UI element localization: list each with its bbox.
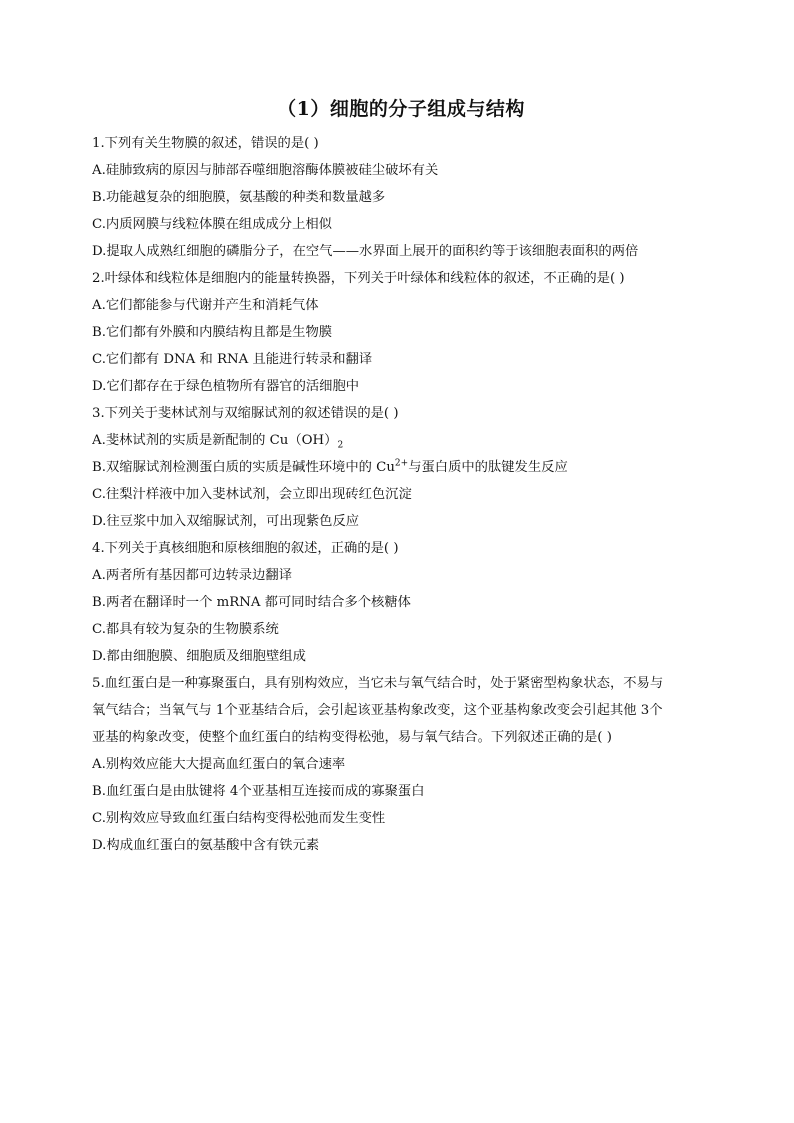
- question-2-option-d: D.它们都存在于绿色植物所有器官的活细胞中: [92, 379, 360, 394]
- question-3-option-a: [92, 427, 710, 454]
- question-3-option-b: [92, 454, 710, 481]
- question-1-option-a: A.硅肺致病的原因与肺部吞噬细胞溶酶体膜被硅尘破坏有关: [92, 163, 439, 178]
- question-1-option-b: B.功能越复杂的细胞膜，氨基酸的种类和数量越多: [92, 190, 386, 205]
- subscript-2: 2: [337, 440, 344, 451]
- question-3-option-a-text: A.斐林试剂的实质是新配制的 Cu（OH）: [92, 433, 338, 448]
- question-4-option-c: C.都具有较为复杂的生物膜系统: [92, 622, 279, 637]
- question-3-option-b-text: B.双缩脲试剂检测蛋白质的实质是碱性环境中的 Cu: [92, 460, 395, 475]
- question-2-option-c: C.它们都有 DNA 和 RNA 且能进行转录和翻译: [92, 352, 373, 367]
- question-3-option-d: D.往豆浆中加入双缩脲试剂，可出现紫色反应: [92, 514, 360, 529]
- question-1-option-c: C.内质网膜与线粒体膜在组成成分上相似: [92, 217, 332, 232]
- question-5-stem-line-2: 氧气结合；当氧气与 1个亚基结合后，会引起该亚基构象改变，这个亚基构象改变会引起其他 3个: [92, 703, 663, 718]
- question-5-option-a: A.别构效应能大大提高血红蛋白的氧合速率: [92, 757, 346, 772]
- question-1-option-d: D.提取人成熟红细胞的磷脂分子，在空气——水界面上展开的面积约等于该细胞表面积的两倍: [92, 244, 639, 259]
- question-5-stem-line-3: 亚基的构象改变，使整个血红蛋白的结构变得松弛，易与氧气结合。下列叙述正确的是( ): [92, 730, 612, 745]
- question-2-option-b: B.它们都有外膜和内膜结构且都是生物膜: [92, 325, 333, 340]
- question-5-stem-line-1: 5.血红蛋白是一种寡聚蛋白，具有别构效应，当它未与氧气结合时，处于紧密型构象状态，不易与: [92, 676, 664, 691]
- question-1-stem: 1.下列有关生物膜的叙述，错误的是( ): [92, 136, 319, 151]
- question-3-stem: 3.下列关于斐林试剂与双缩脲试剂的叙述错误的是( ): [92, 406, 399, 421]
- question-2-option-a: A.它们都能参与代谢并产生和消耗气体: [92, 298, 319, 313]
- question-3-option-c: C.往梨汁样液中加入斐林试剂，会立即出现砖红色沉淀: [92, 487, 412, 502]
- superscript-charge: 2+: [394, 458, 409, 469]
- question-4-option-d: D.都由细胞膜、细胞质及细胞壁组成: [92, 649, 306, 664]
- question-5-option-c: C.别构效应导致血红蛋白结构变得松弛而发生变性: [92, 811, 386, 826]
- question-4-stem: 4.下列关于真核细胞和原核细胞的叙述，正确的是( ): [92, 541, 399, 556]
- question-2-stem: 2.叶绿体和线粒体是细胞内的能量转换器，下列关于叶绿体和线粒体的叙述，不正确的是( ): [92, 271, 625, 286]
- question-4-option-b: B.两者在翻译时一个 mRNA 都可同时结合多个核糖体: [92, 595, 411, 610]
- page-title: （1）细胞的分子组成与结构: [277, 98, 525, 120]
- question-5-option-b: B.血红蛋白是由肽键将 4个亚基相互连接而成的寡聚蛋白: [92, 784, 425, 799]
- question-5-option-d: D.构成血红蛋白的氨基酸中含有铁元素: [92, 838, 320, 853]
- question-4-option-a: A.两者所有基因都可边转录边翻译: [92, 568, 292, 583]
- question-3-option-b-tail: 与蛋白质中的肽键发生反应: [408, 460, 568, 475]
